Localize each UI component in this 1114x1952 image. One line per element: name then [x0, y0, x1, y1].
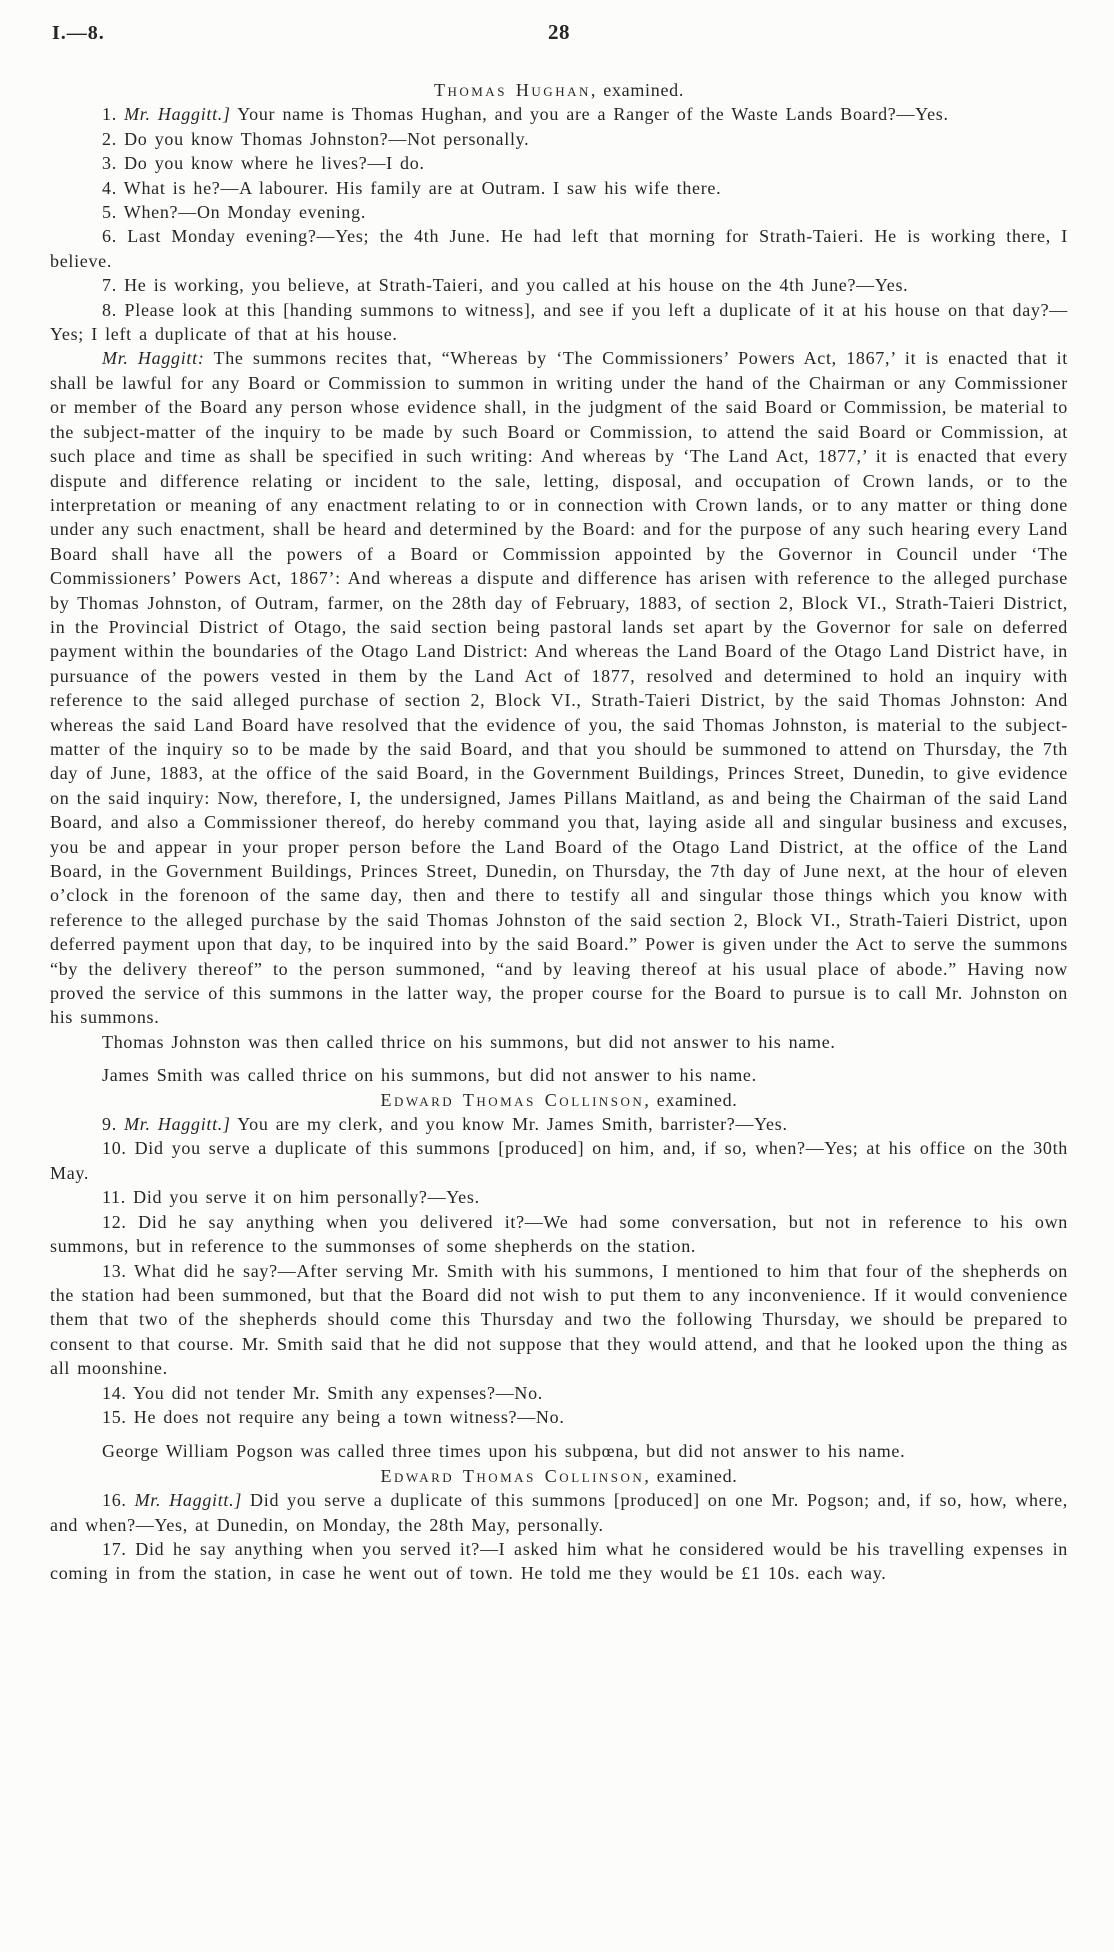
question-number: 5. [102, 202, 117, 223]
qa-paragraph [50, 1185, 1068, 1209]
question-number: 4. [102, 177, 117, 198]
qa-paragraph [50, 1488, 1068, 1537]
document-reference: I.—8. [52, 22, 105, 44]
qa-paragraph [50, 151, 1068, 175]
qa-paragraph [50, 224, 1068, 273]
question-number: 16. [102, 1490, 127, 1511]
witness-heading-collinson-1 [50, 1088, 1068, 1112]
qa-text: Did you serve a duplicate of this summons [produced] on one Mr. Pogson; and, if so, how, where, and when?—Yes, at Dunedin, on Monday, the 28th May, personally. [50, 1490, 1069, 1535]
qa-text: Do you know where he lives?—I do. [116, 153, 425, 174]
question-number: 10. [102, 1138, 127, 1159]
qa-paragraph [50, 127, 1068, 151]
qa-text: Please look at this [handing summons to witness], and see if you left a duplicate of it at his house on that day?—Yes; I left a duplicate of that at his house. [50, 299, 1068, 345]
qa-text: What is he?—A labourer. His family are at Outram. I saw his wife there. [116, 177, 722, 198]
qa-text: Did he say anything when you delivered it?—We had some conversation, but not in reference to his own summons, but in reference to the summonses of some shepherds on the station. [50, 1211, 1068, 1257]
qa-paragraph [50, 200, 1068, 224]
question-number: 11. [102, 1187, 126, 1208]
qa-text: Your name is Thomas Hughan, and you are a Ranger of the Waste Lands Board?—Yes. [230, 104, 949, 125]
qa-paragraph [50, 1259, 1068, 1381]
qa-text: Do you know Thomas Johnston?—Not personally. [116, 128, 530, 149]
qa-paragraph [50, 298, 1068, 347]
question-number: 1. [102, 104, 117, 125]
qa-text: You are my clerk, and you know Mr. James Smith, barrister?—Yes. [230, 1114, 788, 1135]
qa-text: Did you serve it on him personally?—Yes. [125, 1187, 480, 1208]
witness-heading-hughan [50, 78, 1068, 102]
qa-paragraph [50, 1136, 1068, 1185]
qa-text: Did he say anything when you served it?—I asked him what he considered would be his travelling expenses in coming in from the station, in case he went out of town. He told me they would be £1 10s. each way. [50, 1538, 1068, 1584]
question-number: 3. [102, 153, 117, 174]
qa-paragraph [50, 1210, 1068, 1259]
qa-text: He does not require any being a town witness?—No. [126, 1406, 565, 1427]
question-number: 6. [102, 226, 117, 247]
qa-paragraph [50, 1537, 1068, 1586]
qa-text: When?—On Monday evening. [116, 202, 367, 223]
qa-paragraph [50, 273, 1068, 297]
witness-name: Thomas Hughan [433, 80, 591, 100]
qa-text: He is working, you believe, at Strath-Taieri, and you called at his house on the 4th June?—Yes. [116, 275, 909, 296]
qa-paragraph [50, 1405, 1068, 1429]
witness-name: Edward Thomas Collinson [380, 1465, 645, 1486]
procedural-note-pogson: George William Pogson was called three times upon his subpœna, but did not answer to his name. [102, 1441, 906, 1462]
statement-paragraph [50, 346, 1068, 1029]
question-number: 2. [102, 128, 117, 149]
question-number: 7. [102, 275, 117, 296]
document-body [50, 78, 1068, 1586]
qa-paragraph [50, 1112, 1068, 1136]
question-number: 9. [102, 1114, 117, 1135]
qa-paragraph [50, 1381, 1068, 1405]
page-header [50, 22, 1068, 54]
procedural-note-johnston: Thomas Johnston was then called thrice on his summons, but did not answer to his name. [102, 1031, 836, 1052]
qa-text: What did he say?—After serving Mr. Smith with his summons, I mentioned to him that four of the shepherds on the station had been summoned, but that the Board did not wish to put them to any inconvenience. If it would convenience them that two of the shepherds should come this Thursday and two the following Thursday, we should be prepared to consent to that course. Mr. Smith said that he did not suppose that they would attend, and that he looked upon the thing as all moonshine. [50, 1260, 1068, 1379]
speaker-name: Mr. Haggitt: [102, 348, 205, 369]
examiner-name: Mr. Haggitt.] [116, 104, 231, 125]
witness-heading-collinson-2 [50, 1464, 1068, 1488]
examiner-name: Mr. Haggitt.] [126, 1490, 243, 1511]
witness-name: Edward Thomas Collinson [380, 1089, 645, 1110]
page-number: 28 [548, 20, 570, 44]
examiner-name: Mr. Haggitt.] [116, 1114, 231, 1135]
question-number: 8. [102, 299, 117, 320]
question-number: 13. [102, 1260, 127, 1281]
question-number: 12. [102, 1211, 127, 1232]
qa-text: You did not tender Mr. Smith any expenses?—No. [126, 1382, 543, 1403]
heading-suffix: , examined. [644, 1465, 738, 1486]
question-number: 15. [102, 1406, 127, 1427]
heading-suffix: , examined. [590, 80, 685, 100]
procedural-note-smith: James Smith was called thrice on his summons, but did not answer to his name. [102, 1065, 757, 1086]
qa-paragraph [50, 176, 1068, 200]
question-number: 17. [102, 1538, 127, 1559]
question-number: 14. [102, 1382, 127, 1403]
qa-text: Last Monday evening?—Yes; the 4th June. He had left that morning for Strath-Taieri. He is working there, I believe. [50, 226, 1068, 271]
qa-text: Did you serve a duplicate of this summons [produced] on him, and, if so, when?—Yes; at his office on the 30th May. [50, 1138, 1068, 1183]
statement-text: The summons recites that, “Whereas by ‘The Commissioners’ Powers Act, 1867,’ it is enacted that it shall be lawful for any Board or Commission to summon in writing under the hand of the Chairman or any Commissioner or member of the Board any person whose evidence shall, in the judgment of the said Board or Commission, be material to the subject-matter of the inquiry to be made by such Board or Commission, to attend the said Board or Commission, at such place and time as shall be specified in such writing: And whereas by ‘The Land Act, 1877,’ it is enacted that every dispute and difference relating or incident to the sale, letting, disposal, and occupation of Crown lands, or to the interpretation or meaning of any enactment relating to or in connection with Crown lands, or to any matter or thing done under any such enactment, shall be heard and determined by the Board: and for the purpose of any such hearing every Land Board shall have all the powers of a Board or Commission appointed by the Governor in Council under ‘The Commissioners’ Powers Act, 1867’: And whereas a dispute and difference has arisen with reference to the alleged purchase by Thomas Johnston, of Outram, farmer, on the 28th day of February, 1883, of section 2, Block VI., Strath-Taieri District, in the Provincial District of Otago, the said section being pastoral lands set apart by the Governor for sale on deferred payment within the boundaries of the Otago Land District: And whereas the Land Board of the Otago Land District have, in pursuance of the powers vested in them by the Land Act of 1877, resolved and determined to hold an inquiry with reference to the said alleged purchase of section 2, Block VI., Strath-Taieri District, by the said Thomas Johnston: And whereas the said Land Board have resolved that the evidence of you, the said Thomas Johnston, is material to the subject-matter of the inquiry so to be made by the said Board, and that you should be summoned to attend on Thursday, the 7th day of June, 1883, at the office of the said Board, in the Government Buildings, Princes Street, Dunedin, to give evidence on the said inquiry: Now, therefore, I, the undersigned, James Pillans Maitland, as and being the Chairman of the said Land Board, and also a Commissioner thereof, do hereby command you that, laying aside all and singular business and excuses, you be and appear in your proper person before the Land Board of the Otago Land District, at the office of the Land Board, in the Government Buildings, Princes Street, Dunedin, on Thursday, the 7th day of June next, at the hour of eleven o’clock in the forenoon of the same day, then and there to testify all and singular those things which you know with reference to the alleged purchase by the said Thomas Johnston of the said section 2, Block VI., Strath-Taieri District, upon deferred payment upon that day, to be inquired into by the said Board.” Power is given under the Act to serve the summons “by the delivery thereof” to the person summoned, “and by leaving thereof at his usual place of abode.” Having now proved the service of this summons in the latter way, the proper course for the Board to pursue is to call Mr. Johnston on his summons. [50, 348, 1068, 1028]
heading-suffix: , examined. [644, 1089, 738, 1110]
qa-paragraph [50, 102, 1068, 126]
